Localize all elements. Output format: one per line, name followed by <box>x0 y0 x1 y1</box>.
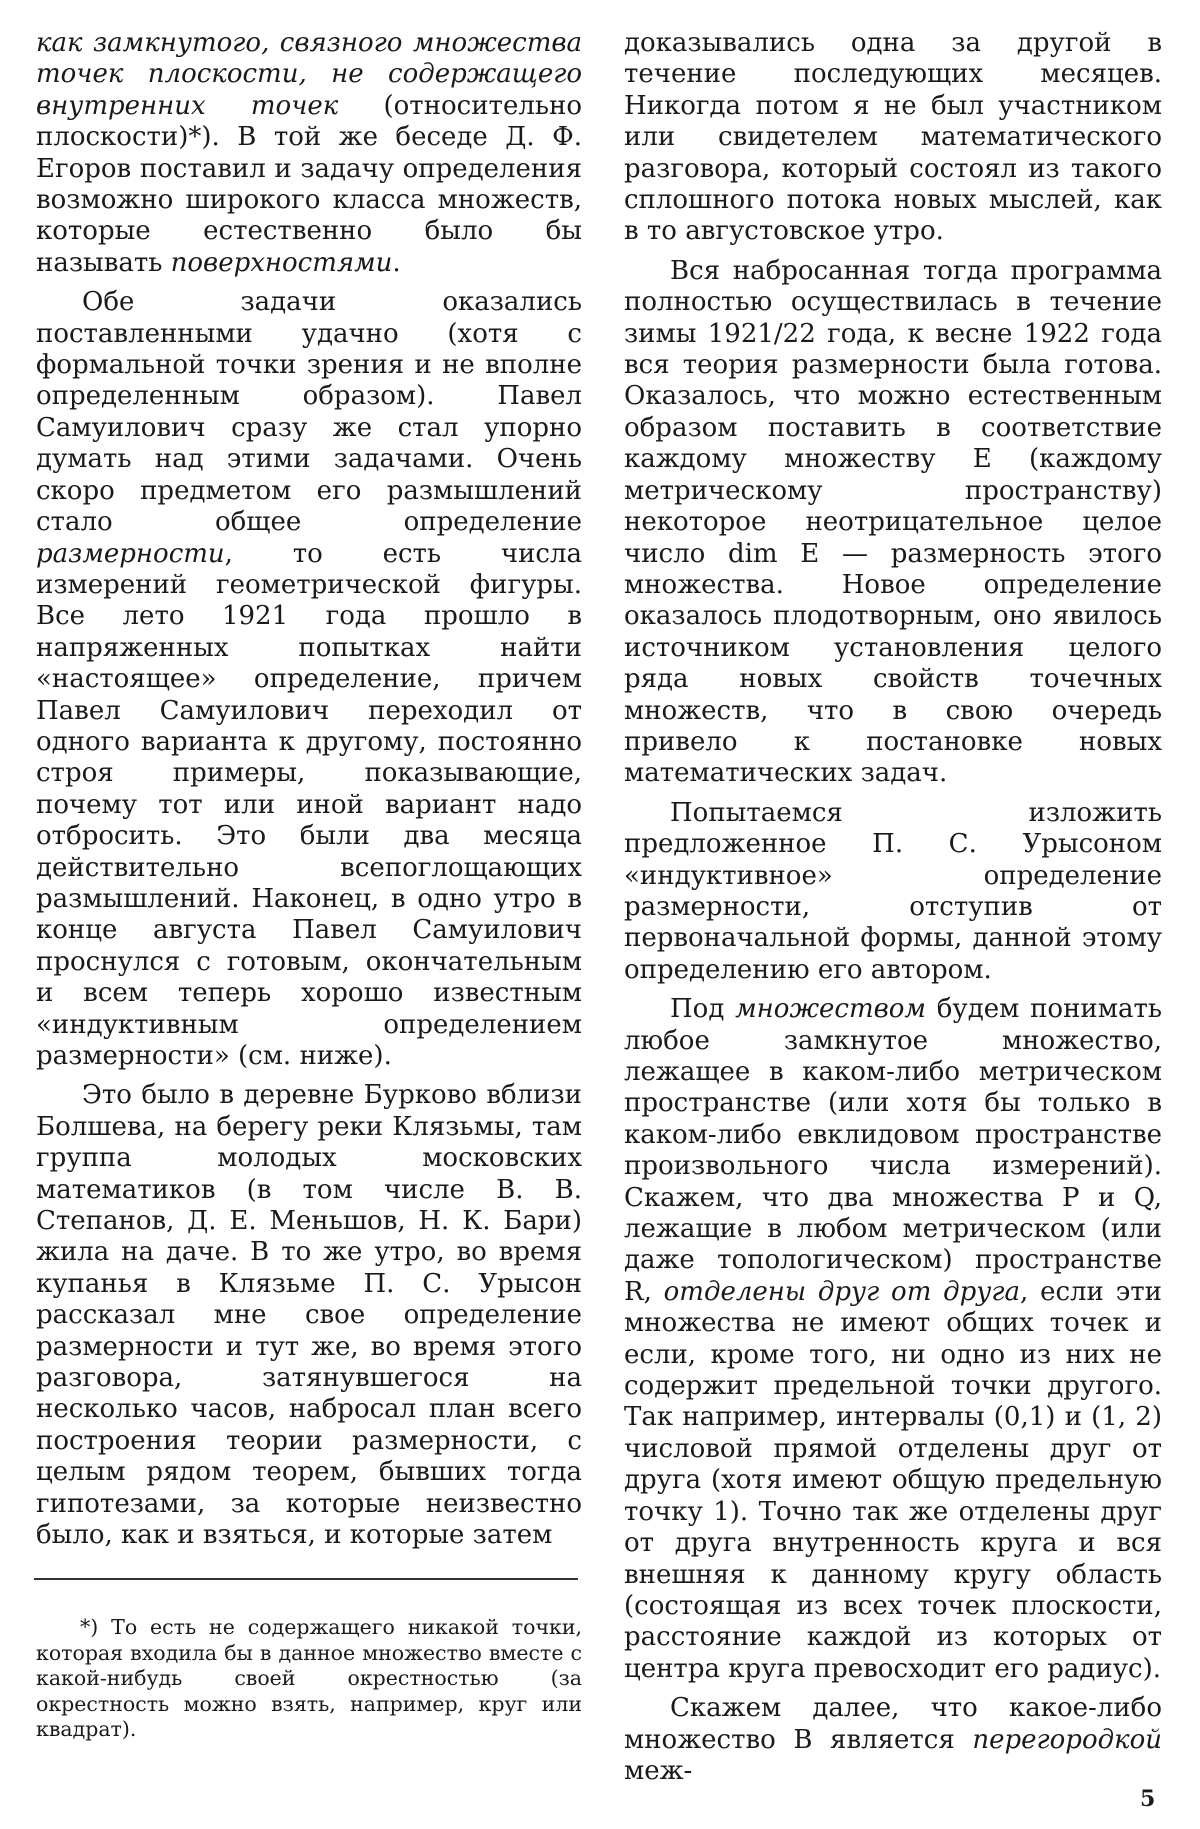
paragraph: Обе задачи оказались поставленными удачно (хотя с формальной точки зрения и не вполне определенным образом). Павел Самуилович сразу же стал упорно думать над этими задачами. Очень скоро предметом его размышлений стало общее определение размерности, то есть числа измерений геометрической фигуры. Все лето 1921 года прошло в напряженных попытках найти «настоящее» определение, причем Павел Самуилович переходил от одного варианта к другому, постоянно строя примеры, показывающие, почему тот или иной вариант надо отбросить. Это были два месяца действительно всепоглощающих размышлений. Наконец, в одно утро в конце августа Павел Самуилович проснулся с готовым, окончательным и всем теперь хорошо известным «индуктивным определением размерности» (см. ниже). <box>36 287 582 1071</box>
italic-term: перегородкой <box>972 1724 1162 1755</box>
footnote <box>36 1615 582 1743</box>
italic-phrase: как замкнутого, связного множества точек плоскости, не содержащего внутренних точек <box>36 28 582 121</box>
footnote-separator <box>34 1578 578 1580</box>
italic-term: поверхностями <box>170 247 393 278</box>
page-number: 5 <box>1140 1786 1156 1812</box>
italic-term: размерности <box>36 538 225 569</box>
paragraph: доказывались одна за другой в течение последующих месяцев. Никогда потом я не был участником или свидетелем математического разговора, который состоял из такого сплошного потока новых мыслей, как в то августовское утро. <box>624 28 1162 247</box>
italic-term: множеством <box>735 994 926 1025</box>
paragraph: Попытаемся изложить предложенное П. С. Урысоном «индуктивное» определение размерности, отступив от первоначальной формы, данной этому определению его автором. <box>624 797 1162 985</box>
paragraph: Вся набросанная тогда программа полностью осуществилась в течение зимы 1921/22 года, к весне 1922 года вся теория размерности была готова. Оказалось, что можно естественным образом поставить в соответствие каждому множеству E (каждому метрическому пространству) некоторое неотрицательное целое число dim E — размерность этого множества. Новое определение оказалось плодотворным, оно явилось источником установления целого ряда новых свойств точечных множеств, что в свою очередь привело к постановке новых математических задач. <box>624 255 1162 789</box>
paragraph: как замкнутого, связного множества точек плоскости, не содержащего внутренних точек (относительно плоскости)*). В той же беседе Д. Ф. Егоров поставил и задачу определения возможно широкого класса множеств, которые естественно было бы называть поверхностями. <box>36 28 582 278</box>
footnote-text: *) То есть не содержащего никакой точки, которая входила бы в данное множество вместе с какой-нибудь своей окрестностью (за окрестность можно взять, например, круг или квадрат). <box>36 1615 582 1742</box>
italic-term: отделены друг от друга <box>663 1276 1021 1307</box>
right-column <box>624 28 1162 1795</box>
paragraph: Это было в деревне Бурково вблизи Болшева, на берегу реки Клязьмы, там группа молодых московских математиков (в том числе В. В. Степанов, Д. Е. Меньшов, Н. К. Бари) жила на даче. В то же утро, во время купанья в Клязьме П. С. Урысон рассказал мне свое определение размерности и тут же, во время этого разговора, затянувшегося на несколько часов, набросал план всего построения теории размерности, с целым рядом теорем, бывших тогда гипотезами, за которые неизвестно было, как и взяться, и которые затем <box>36 1080 582 1551</box>
paragraph: Скажем далее, что какое-либо множество B является перегородкой меж- <box>624 1693 1162 1786</box>
left-column <box>36 28 582 1560</box>
paragraph: Под множеством будем понимать любое замкнутое множество, лежащее в каком-либо метрическом пространстве (или хотя бы только в каком-либо евклидовом пространстве произвольного числа измерений). Скажем, что два множества P и Q, лежащие в любом метрическом (или даже топологическом) пространстве R, отделены друг от друга, если эти множества не имеют общих точек и если, кроме того, ни одно из них не содержит предельной точки другого. Так например, интервалы (0,1) и (1, 2) числовой прямой отделены друг от друга (хотя имеют общую предельную точку 1). Точно так же отделены друг от друга внутренность круга и вся внешняя к данному кругу область (состоящая из всех точек плоскости, расстояние каждой из которых от центра круга превосходит его радиус). <box>624 994 1162 1684</box>
